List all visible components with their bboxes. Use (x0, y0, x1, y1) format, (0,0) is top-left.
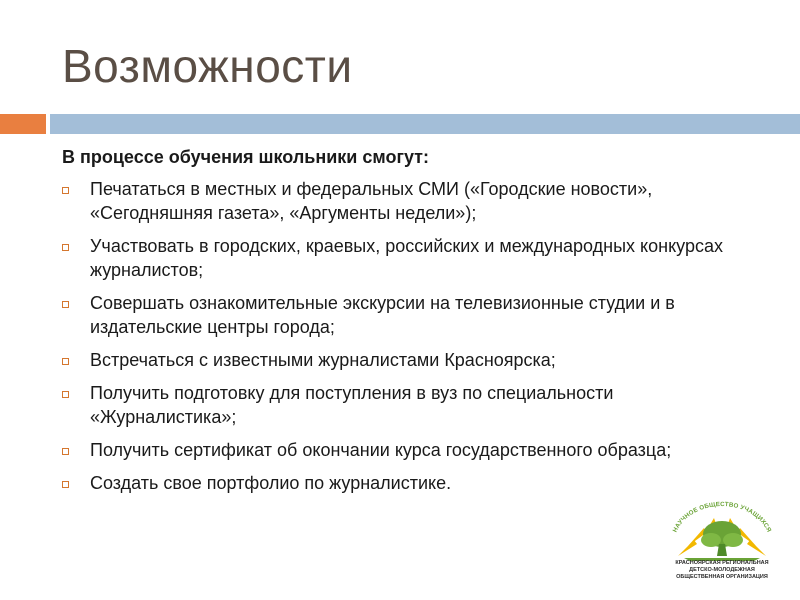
tree-icon (684, 521, 760, 561)
lead-text: В процессе обучения школьники смогут: (62, 147, 429, 167)
logo-text-line: КРАСНОЯРСКАЯ РЕГИОНАЛЬНАЯ (675, 560, 769, 566)
logo-organization-text (660, 560, 784, 581)
logo-text-line: ДЕТСКО-МОЛОДЕЖНАЯ (689, 567, 755, 573)
logo-text-line: ОБЩЕСТВЕННАЯ ОРГАНИЗАЦИЯ (676, 574, 768, 580)
square-bullet-icon (62, 244, 69, 251)
square-bullet-icon (62, 481, 69, 488)
bullet-item (62, 348, 762, 372)
bullet-item (62, 471, 762, 495)
logo-arc-text: НАУЧНОЕ ОБЩЕСТВО УЧАЩИХСЯ (671, 500, 773, 534)
title-accent-bar-blue (50, 114, 800, 134)
slide-title: Возможности (62, 40, 353, 92)
square-bullet-icon (62, 187, 69, 194)
bullet-text: Получить сертификат об окончании курса государственного образца; (90, 440, 672, 460)
square-bullet-icon (62, 448, 69, 455)
slide-content (62, 145, 762, 504)
bullet-item (62, 177, 762, 225)
square-bullet-icon (62, 358, 69, 365)
bullet-text: Получить подготовку для поступления в вуз по специальности «Журналистика»; (90, 383, 614, 427)
bullet-item (62, 438, 762, 462)
bullet-text: Печататься в местных и федеральных СМИ («Городские новости», «Сегодняшняя газета», «Аргументы недели»); (90, 179, 653, 223)
bullet-list (62, 177, 762, 495)
bullet-text: Встречаться с известными журналистами Красноярска; (90, 350, 556, 370)
title-accent-bar-orange (0, 114, 46, 134)
bullet-item (62, 381, 762, 429)
bullet-item (62, 234, 762, 282)
bullet-text: Участвовать в городских, краевых, российских и международных конкурсах журналистов; (90, 236, 723, 280)
bullet-text: Создать свое портфолио по журналистике. (90, 473, 452, 493)
square-bullet-icon (62, 301, 69, 308)
bullet-text: Совершать ознакомительные экскурсии на телевизионные студии и в издательские центры города; (90, 293, 675, 337)
square-bullet-icon (62, 391, 69, 398)
bullet-item (62, 291, 762, 339)
